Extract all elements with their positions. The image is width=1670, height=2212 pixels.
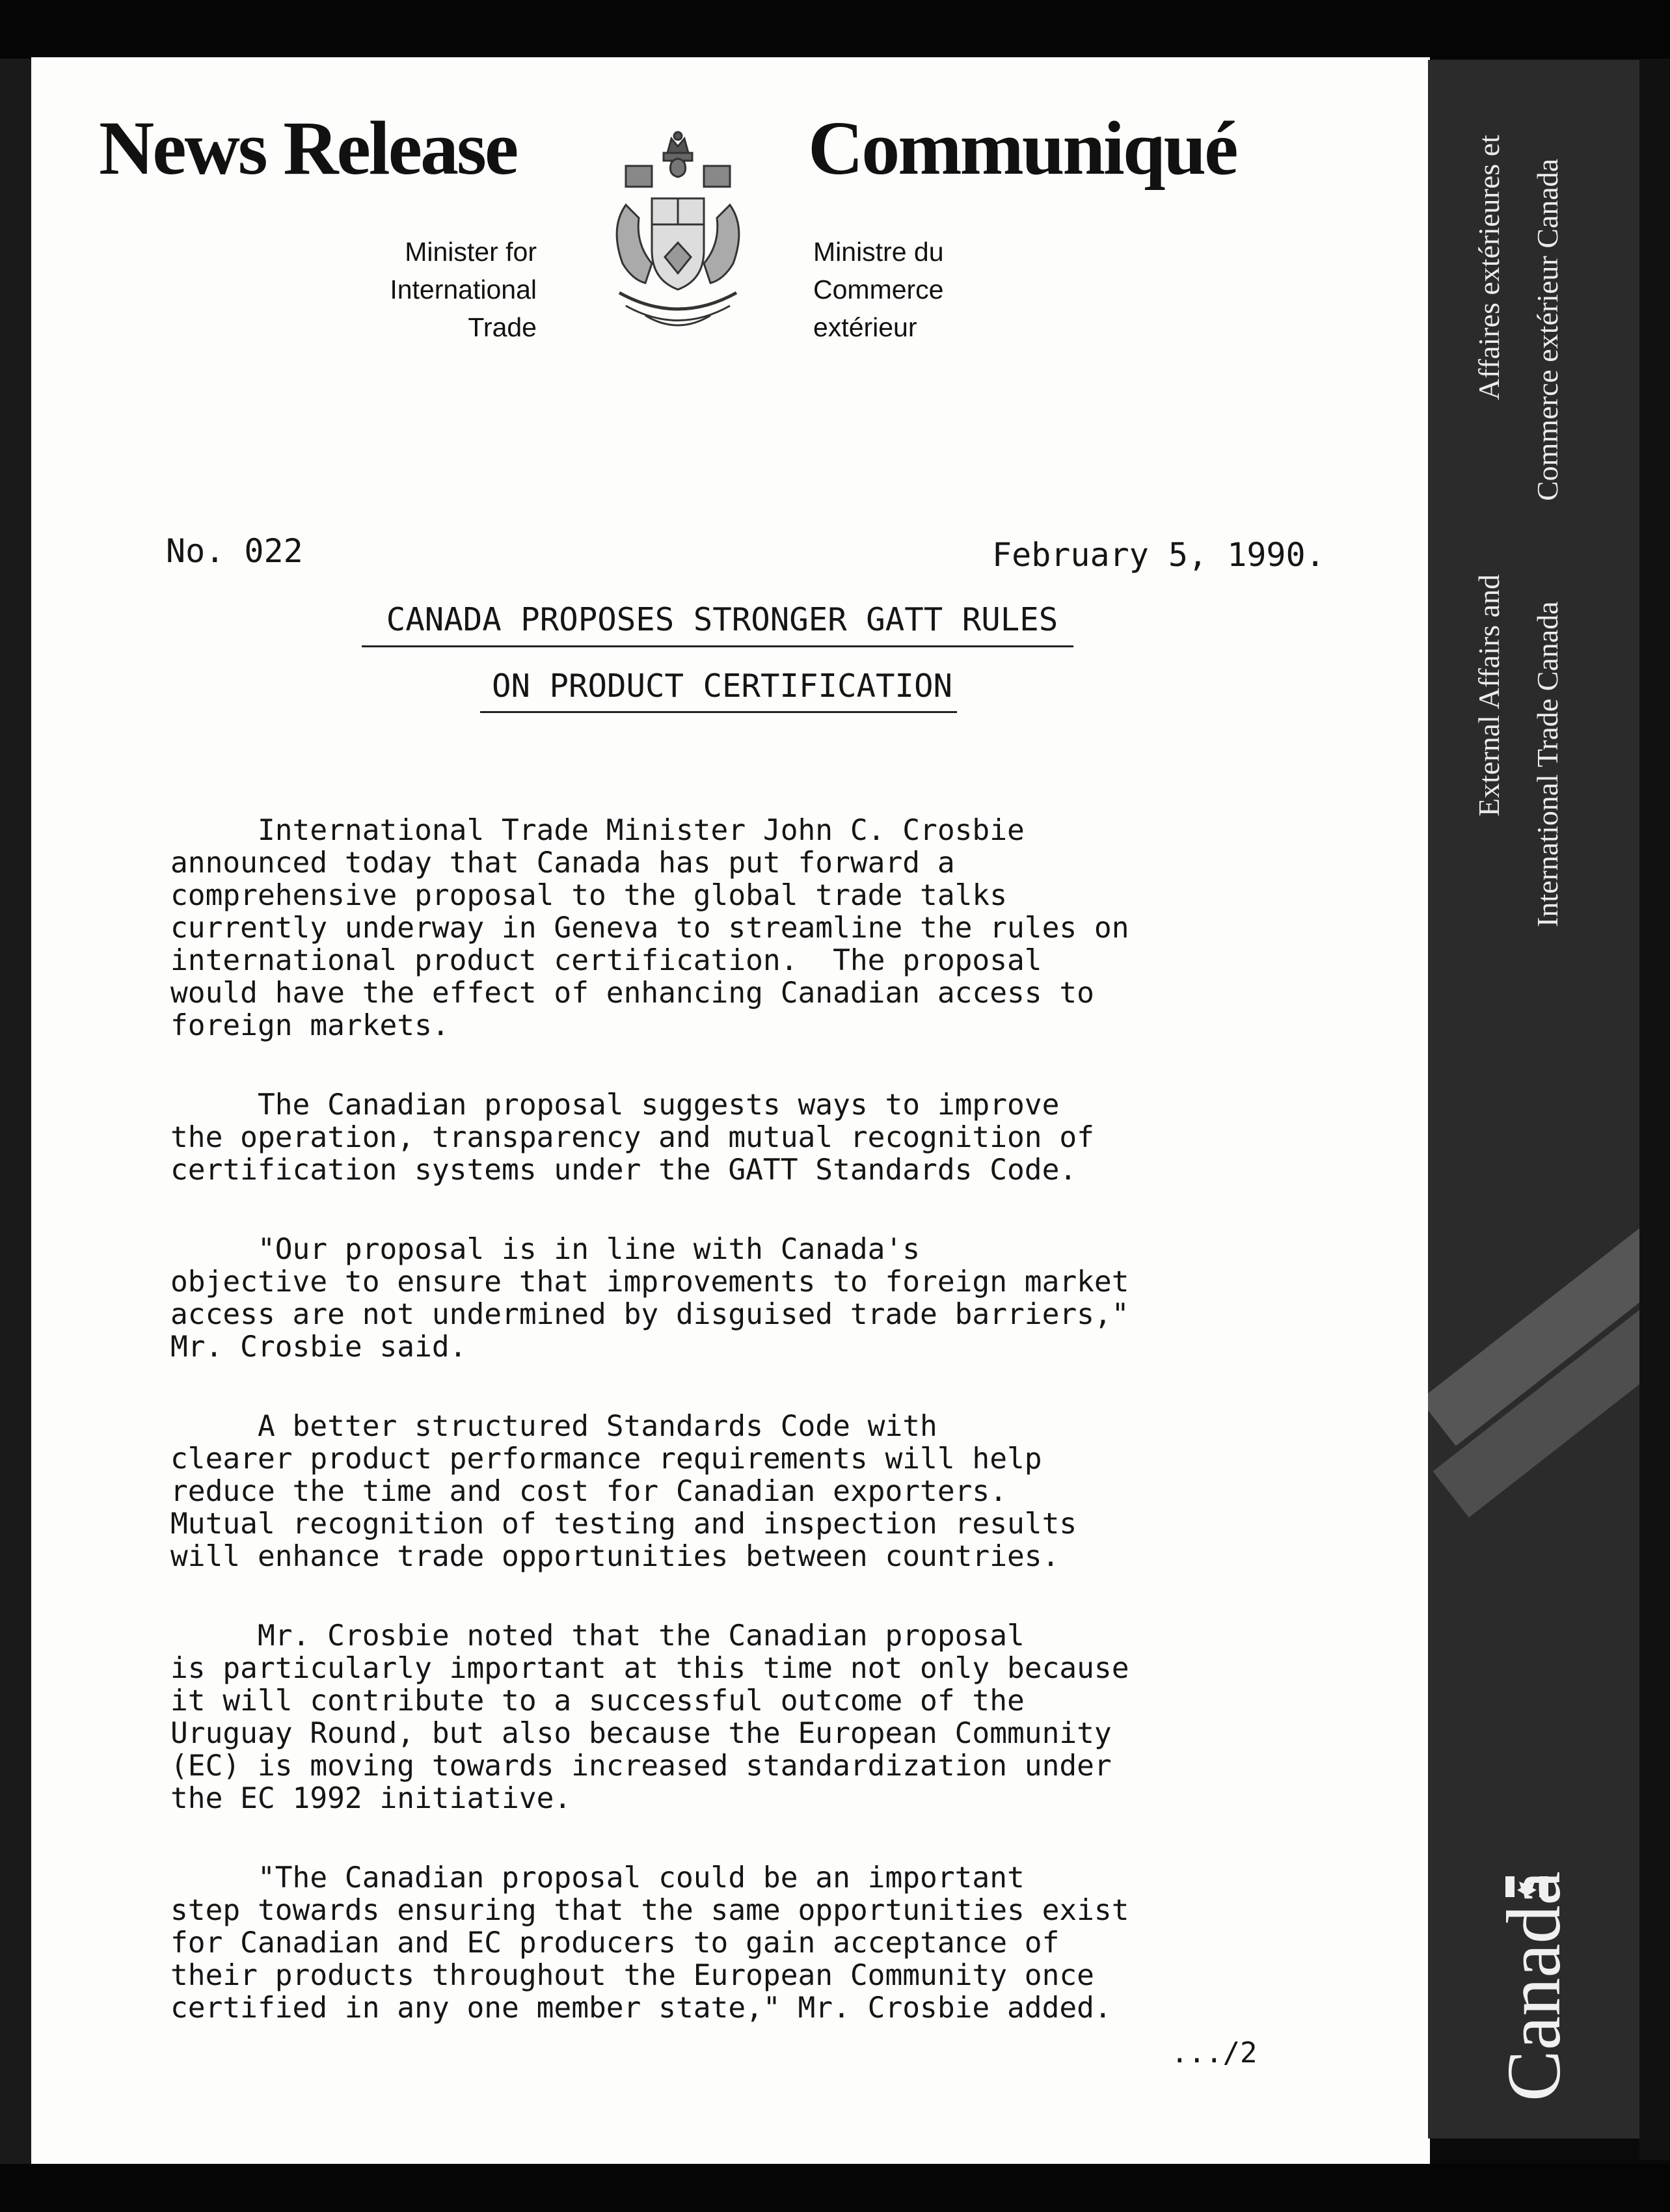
band-fr-line-1: Affaires extérieures et bbox=[1472, 135, 1505, 400]
minister-title-fr bbox=[813, 233, 1008, 346]
band-fr-line-2: Commerce extérieur Canada bbox=[1531, 158, 1564, 501]
canada-wordmark: Canada bbox=[1491, 1871, 1576, 2101]
scan-border-left bbox=[0, 59, 34, 2166]
band-en-line-2: International Trade Canada bbox=[1531, 601, 1564, 927]
communique-title: Communiqué bbox=[808, 105, 1237, 191]
minister-en-line: Minister for bbox=[405, 237, 537, 267]
body-paragraph: "The Canadian proposal could be an important step towards ensuring that the same opportunities exist for Canadian and EC producers to gain acceptance of their products throughout the European Community once certified in any one member state," Mr. Crosbie added. bbox=[170, 1861, 1129, 2025]
headline-underline-2 bbox=[480, 711, 957, 713]
scan-border-top bbox=[0, 0, 1670, 59]
minister-en-line: Trade bbox=[468, 312, 537, 342]
news-release-title: News Release bbox=[99, 105, 517, 191]
coat-of-arms-icon bbox=[600, 127, 756, 342]
body-paragraph: "Our proposal is in line with Canada's objective to ensure that improvements to foreign market access are not undermined by disguised trade barriers," Mr. Crosbie said. bbox=[170, 1233, 1129, 1364]
page-continuation: .../2 bbox=[1171, 2036, 1258, 2070]
scan-border-bottom bbox=[0, 2164, 1670, 2212]
body-paragraph: A better structured Standards Code with clearer product performance requirements will help reduce the time and cost for Canadian exporters. Mutual recognition of testing and inspection results will enhance trade opportunities between countries. bbox=[170, 1410, 1077, 1573]
press-release-body bbox=[170, 815, 1289, 2071]
headline-underline-1 bbox=[362, 645, 1073, 647]
headline-line-1: CANADA PROPOSES STRONGER GATT RULES bbox=[386, 601, 1058, 638]
minister-fr-line: extérieur bbox=[813, 312, 917, 342]
body-paragraph: International Trade Minister John C. Crosbie announced today that Canada has put forward a comprehensive proposal to the global trade talks currently underway in Geneva to streamline the rules on international product certification. The proposal would have the effect of enhancing Canadian access to foreign markets. bbox=[170, 814, 1129, 1042]
minister-en-line: International bbox=[390, 275, 537, 304]
minister-fr-line: Commerce bbox=[813, 275, 944, 304]
scan-border-right bbox=[1639, 59, 1670, 2160]
minister-fr-line: Ministre du bbox=[813, 237, 944, 267]
headline-line-2: ON PRODUCT CERTIFICATION bbox=[491, 668, 952, 705]
body-paragraph: Mr. Crosbie noted that the Canadian proposal is particularly important at this time not only because it will contribute to a successful outcome of the Uruguay Round, but also because the European Community (EC) is moving towards increased standardization under the EC 1992 initiative. bbox=[170, 1619, 1129, 1815]
release-number: No. 022 bbox=[166, 532, 303, 570]
minister-title-en bbox=[364, 233, 537, 346]
release-date: February 5, 1990. bbox=[992, 536, 1325, 574]
band-en-line-1: External Affairs and bbox=[1472, 574, 1505, 816]
body-paragraph: The Canadian proposal suggests ways to improve the operation, transparency and mutual recognition of certification systems under the GATT Standards Code. bbox=[170, 1088, 1094, 1187]
